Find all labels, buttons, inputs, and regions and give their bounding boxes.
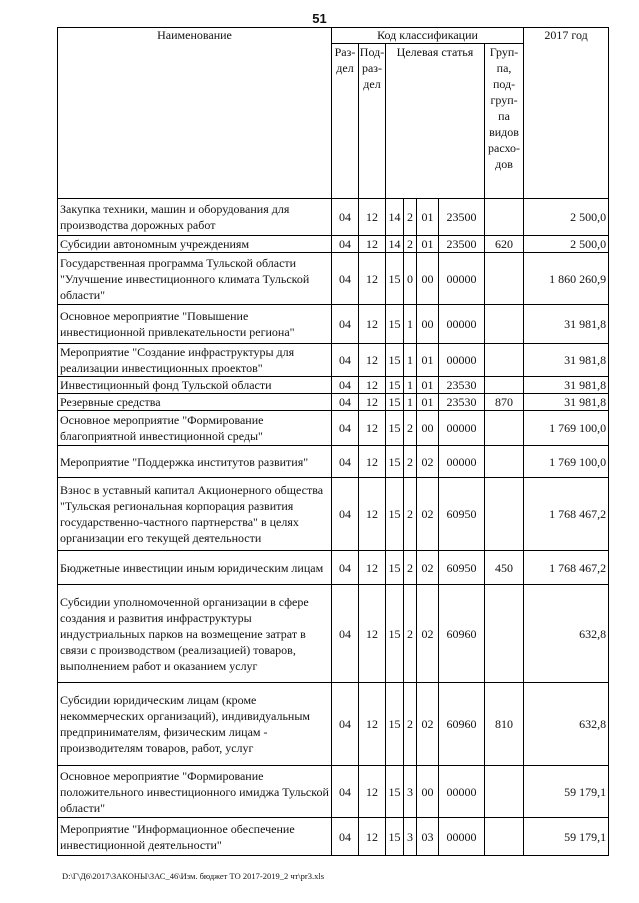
target-direction-cell: 23500	[439, 236, 485, 253]
razdel-cell: 04	[332, 199, 359, 236]
row-name-cell: Закупка техники, машин и оборудования для производства дорожных работ	[58, 199, 332, 236]
target-subprogram-cell: 3	[404, 818, 417, 856]
expense-group-cell	[485, 199, 524, 236]
razdel-cell: 04	[332, 551, 359, 585]
expense-group-cell: 450	[485, 551, 524, 585]
target-program-cell: 14	[386, 236, 404, 253]
amount-cell: 1 768 467,2	[524, 551, 609, 585]
target-direction-cell: 23530	[439, 394, 485, 411]
razdel-cell: 04	[332, 766, 359, 818]
row-name-cell: Мероприятие "Поддержка институтов развития"	[58, 446, 332, 478]
table-row	[58, 446, 609, 478]
table-row	[58, 478, 609, 551]
razdel-cell: 04	[332, 377, 359, 394]
podrazdel-cell: 12	[359, 411, 386, 446]
expense-group-cell	[485, 253, 524, 305]
target-subprogram-cell: 0	[404, 253, 417, 305]
podrazdel-cell: 12	[359, 818, 386, 856]
target-subprogram-cell: 2	[404, 446, 417, 478]
expense-group-cell	[485, 377, 524, 394]
row-name-cell: Государственная программа Тульской области "Улучшение инвестиционного климата Тульской области"	[58, 253, 332, 305]
expense-group-cell	[485, 585, 524, 683]
target-direction-cell: 00000	[439, 344, 485, 377]
target-subprogram-cell: 2	[404, 411, 417, 446]
podrazdel-cell: 12	[359, 766, 386, 818]
target-direction-cell: 60950	[439, 478, 485, 551]
target-program-cell: 15	[386, 394, 404, 411]
amount-cell: 1 769 100,0	[524, 446, 609, 478]
table-row	[58, 236, 609, 253]
row-name-cell: Субсидии юридическим лицам (кроме некоммерческих организаций), индивидуальным предпринимателям, физическим лицам - производителям товаров, работ, услуг	[58, 683, 332, 766]
target-program-cell: 15	[386, 411, 404, 446]
target-program-cell: 15	[386, 818, 404, 856]
amount-cell: 59 179,1	[524, 766, 609, 818]
target-program-cell: 15	[386, 683, 404, 766]
podrazdel-cell: 12	[359, 377, 386, 394]
target-event-cell: 01	[417, 236, 439, 253]
target-event-cell: 03	[417, 818, 439, 856]
target-event-cell: 02	[417, 446, 439, 478]
target-program-cell: 15	[386, 446, 404, 478]
amount-cell: 31 981,8	[524, 305, 609, 344]
target-program-cell: 15	[386, 253, 404, 305]
row-name-cell: Взнос в уставный капитал Акционерного общества "Тульская региональная корпорация развития государственно-частного партнерства" в целях организации его текущей деятельности	[58, 478, 332, 551]
razdel-cell: 04	[332, 818, 359, 856]
razdel-cell: 04	[332, 585, 359, 683]
target-direction-cell: 00000	[439, 818, 485, 856]
target-subprogram-cell: 1	[404, 377, 417, 394]
target-subprogram-cell: 1	[404, 305, 417, 344]
file-path-footer: D:\Г\Д6\2017\ЗАКОНЫ\ЗАС_46\Изм. бюджет ТО 2017-2019_2 чт\pr3.xls	[62, 871, 325, 881]
page-number: 51	[312, 11, 327, 26]
expense-group-cell: 870	[485, 394, 524, 411]
target-program-cell: 15	[386, 377, 404, 394]
target-subprogram-cell: 1	[404, 394, 417, 411]
target-event-cell: 00	[417, 411, 439, 446]
target-direction-cell: 23500	[439, 199, 485, 236]
podrazdel-cell: 12	[359, 199, 386, 236]
column-header-name: Наименование	[58, 28, 332, 199]
podrazdel-cell: 12	[359, 305, 386, 344]
target-program-cell: 15	[386, 551, 404, 585]
amount-cell: 31 981,8	[524, 344, 609, 377]
podrazdel-cell: 12	[359, 551, 386, 585]
row-name-cell: Мероприятие "Информационное обеспечение инвестиционной деятельности"	[58, 818, 332, 856]
razdel-cell: 04	[332, 683, 359, 766]
table-row	[58, 344, 609, 377]
target-subprogram-cell: 2	[404, 551, 417, 585]
row-name-cell: Основное мероприятие "Повышение инвестиционной привлекательности региона"	[58, 305, 332, 344]
target-direction-cell: 00000	[439, 766, 485, 818]
target-program-cell: 14	[386, 199, 404, 236]
target-direction-cell: 60960	[439, 683, 485, 766]
target-program-cell: 15	[386, 478, 404, 551]
column-header-year: 2017 год	[524, 28, 609, 199]
column-header-celevaya: Целевая статья	[386, 44, 485, 199]
target-program-cell: 15	[386, 305, 404, 344]
podrazdel-cell: 12	[359, 344, 386, 377]
budget-table	[57, 27, 609, 856]
razdel-cell: 04	[332, 394, 359, 411]
target-program-cell: 15	[386, 766, 404, 818]
target-subprogram-cell: 2	[404, 199, 417, 236]
row-name-cell: Резервные средства	[58, 394, 332, 411]
table-row	[58, 199, 609, 236]
podrazdel-cell: 12	[359, 446, 386, 478]
target-event-cell: 01	[417, 377, 439, 394]
table-row	[58, 394, 609, 411]
table-row	[58, 253, 609, 305]
row-name-cell: Бюджетные инвестиции иным юридическим лицам	[58, 551, 332, 585]
target-program-cell: 15	[386, 585, 404, 683]
target-subprogram-cell: 2	[404, 478, 417, 551]
expense-group-cell	[485, 305, 524, 344]
expense-group-cell	[485, 818, 524, 856]
target-direction-cell: 00000	[439, 305, 485, 344]
target-event-cell: 01	[417, 344, 439, 377]
podrazdel-cell: 12	[359, 236, 386, 253]
expense-group-cell	[485, 766, 524, 818]
row-name-cell: Субсидии уполномоченной организации в сфере создания и развития инфраструктуры индустриальных парков на возмещение затрат в связи с производством (реализацией) товаров, выполнением работ и оказанием услуг	[58, 585, 332, 683]
target-event-cell: 01	[417, 394, 439, 411]
target-subprogram-cell: 3	[404, 766, 417, 818]
expense-group-cell	[485, 446, 524, 478]
row-name-cell: Инвестиционный фонд Тульской области	[58, 377, 332, 394]
target-event-cell: 02	[417, 478, 439, 551]
table-row	[58, 377, 609, 394]
row-name-cell: Основное мероприятие "Формирование положительного инвестиционного имиджа Тульской области"	[58, 766, 332, 818]
column-header-gruppa: Груп- па, под- груп- па видов расхо- дов	[485, 44, 524, 199]
amount-cell: 632,8	[524, 585, 609, 683]
target-event-cell: 00	[417, 766, 439, 818]
expense-group-cell: 620	[485, 236, 524, 253]
column-header-code: Код классификации	[332, 28, 524, 44]
target-direction-cell: 00000	[439, 411, 485, 446]
target-direction-cell: 60960	[439, 585, 485, 683]
amount-cell: 2 500,0	[524, 199, 609, 236]
target-event-cell: 02	[417, 551, 439, 585]
podrazdel-cell: 12	[359, 394, 386, 411]
table-row	[58, 683, 609, 766]
amount-cell: 2 500,0	[524, 236, 609, 253]
podrazdel-cell: 12	[359, 478, 386, 551]
razdel-cell: 04	[332, 478, 359, 551]
target-subprogram-cell: 2	[404, 683, 417, 766]
podrazdel-cell: 12	[359, 253, 386, 305]
table-row	[58, 411, 609, 446]
table-row	[58, 585, 609, 683]
amount-cell: 1 768 467,2	[524, 478, 609, 551]
row-name-cell: Основное мероприятие "Формирование благоприятной инвестиционной среды"	[58, 411, 332, 446]
target-event-cell: 00	[417, 305, 439, 344]
amount-cell: 31 981,8	[524, 394, 609, 411]
razdel-cell: 04	[332, 344, 359, 377]
target-program-cell: 15	[386, 344, 404, 377]
row-name-cell: Мероприятие "Создание инфраструктуры для реализации инвестиционных проектов"	[58, 344, 332, 377]
target-direction-cell: 00000	[439, 446, 485, 478]
amount-cell: 1 860 260,9	[524, 253, 609, 305]
table-row	[58, 551, 609, 585]
razdel-cell: 04	[332, 411, 359, 446]
row-name-cell: Субсидии автономным учреждениям	[58, 236, 332, 253]
amount-cell: 632,8	[524, 683, 609, 766]
expense-group-cell	[485, 411, 524, 446]
razdel-cell: 04	[332, 446, 359, 478]
target-subprogram-cell: 2	[404, 585, 417, 683]
table-row	[58, 305, 609, 344]
expense-group-cell	[485, 478, 524, 551]
table-row	[58, 766, 609, 818]
target-event-cell: 02	[417, 683, 439, 766]
column-header-podrazdel: Под- раз- дел	[359, 44, 386, 199]
amount-cell: 31 981,8	[524, 377, 609, 394]
target-event-cell: 01	[417, 199, 439, 236]
amount-cell: 59 179,1	[524, 818, 609, 856]
target-subprogram-cell: 2	[404, 236, 417, 253]
target-event-cell: 02	[417, 585, 439, 683]
podrazdel-cell: 12	[359, 585, 386, 683]
table-row	[58, 818, 609, 856]
podrazdel-cell: 12	[359, 683, 386, 766]
razdel-cell: 04	[332, 253, 359, 305]
target-event-cell: 00	[417, 253, 439, 305]
razdel-cell: 04	[332, 305, 359, 344]
target-direction-cell: 00000	[439, 253, 485, 305]
expense-group-cell: 810	[485, 683, 524, 766]
expense-group-cell	[485, 344, 524, 377]
target-direction-cell: 23530	[439, 377, 485, 394]
razdel-cell: 04	[332, 236, 359, 253]
target-subprogram-cell: 1	[404, 344, 417, 377]
amount-cell: 1 769 100,0	[524, 411, 609, 446]
column-header-razdel: Раз- дел	[332, 44, 359, 199]
target-direction-cell: 60950	[439, 551, 485, 585]
